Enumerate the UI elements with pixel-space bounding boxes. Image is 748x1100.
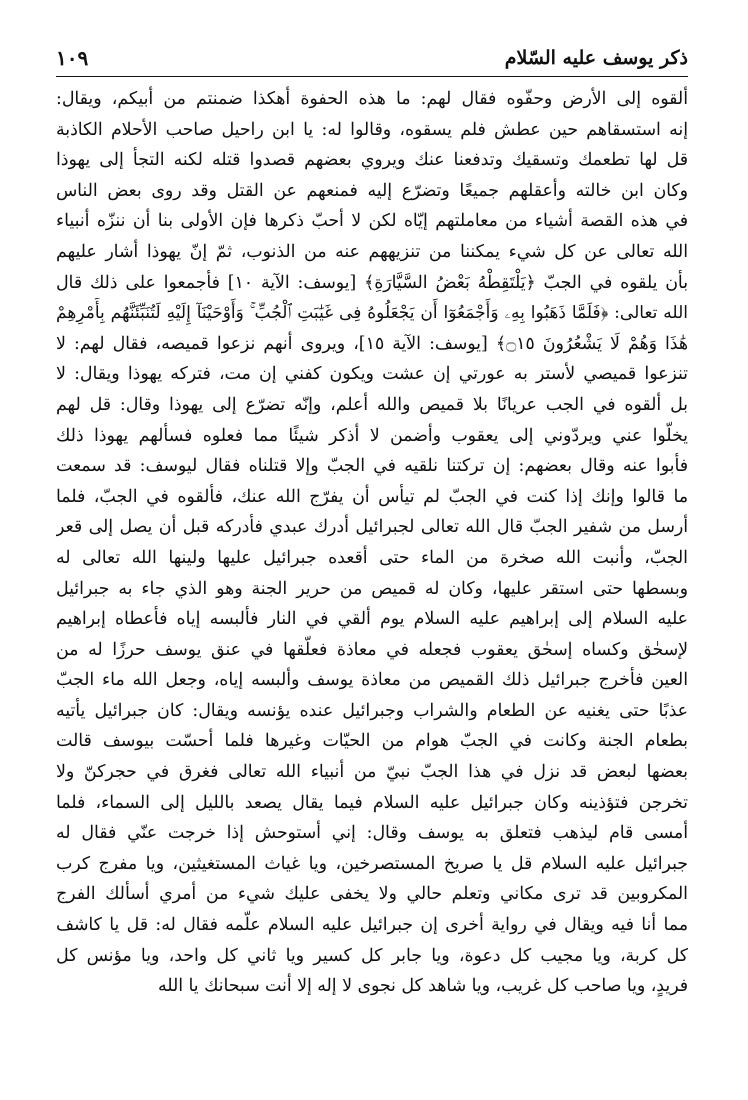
text-line: إنه استسقاهم حين عطش فلم يسقوه، وقالوا له: يا ابن راحيل صاحب الأحلام الكاذبة <box>56 119 688 140</box>
text-line: عذبًا حتى يغنيه عن الطعام والشراب وجبرائيل عنده يؤنسه ويقال: كان جبرائيل يأتيه <box>56 700 688 721</box>
body-text <box>56 84 688 1002</box>
text-line: وبسطها حتى استقر عليها، وكان له قميص من حرير الجنة وهو الذي جاء به جبرائيل <box>56 578 688 599</box>
text-line: فأبوا عنه وقال بعضهم: إن تركتنا نلقيه في الجبّ وإلا قتلناه فقال ليوسف: قد سمعت <box>56 456 688 477</box>
text-line: تنزعوا قميصي لأستر به عورتي إن عشت ويكون كفني إن مت، فتركه يهوذا ويقال: لا <box>56 364 688 385</box>
header-rule <box>56 76 688 77</box>
page-header <box>56 40 688 72</box>
text-line: كل كربة، ويا مجيب كل دعوة، ويا جابر كل كسير ويا ثاني كل واحد، ويا مؤنس كل <box>56 945 688 966</box>
text-line: بعضها لبعض قد نزل في هذا الجبّ نبيّ من أنبياء الله تعالى فغرق في حجركنّ ولا <box>56 762 688 783</box>
text-line: وكان ابن خالته وأعقلهم جميعًا وتضرّع إليه فمنعهم عن القتل وقد روى بعض الناس <box>56 180 688 201</box>
text-line: الله تعالى عن كل شيء يمكننا من تنزيههم عنه من الذنوب، ثمّ إنّ يهوذا أشار عليهم <box>56 241 688 262</box>
text-line: في هذه القصة أشياء من معاملتهم إيّاه لكن لا أحبّ ذكرها فإن الأولى بنا أن ننزّه أنبياء <box>56 211 688 232</box>
text-line: فريدٍ، ويا صاحب كل غريب، ويا شاهد كل نجوى لا إله إلا أنت سبحانك يا الله <box>157 976 688 997</box>
text-line: بل ألقوه في الجب عريانًا بلا قميص والله أعلم، وإنّه تضرّع إلى يهوذا وقال: قل لهم <box>56 394 688 415</box>
text-line: أرسل من شفير الجبّ قال الله تعالى لجبرائيل أدرك عبدي فأدركه قبل أن يصل إلى قعر <box>56 517 688 538</box>
text-line: جبرائيل عليه السلام قل يا صريخ المستصرخين، ويا غياث المستغيثين، ويا مفرج كرب <box>56 853 688 874</box>
text-line: بأن يلقوه في الجبّ ﴿يَلْتَقِطْهُ بَعْضُ السَّيَّارَةِ﴾ [يوسف: الآية ١٠] فأجمعوا على ذلك قال <box>56 272 688 293</box>
text-line: بطعام الجنة وكانت في الجبّ هوام من الحيّات وغيرها فلما أحسّت بيوسف قالت <box>56 731 688 752</box>
text-line: أمسى قام ليذهب فتعلق به يوسف وقال: إني أستوحش إذا خرجت عنّي فقال له <box>56 823 688 844</box>
running-title: ذكر يوسف عليه السّلام <box>504 47 688 69</box>
text-line: لإسحٰق وكساه إسحٰق يعقوب فجعله في معاذة فعلّقها في عنق يوسف حرزًا له من <box>56 639 688 660</box>
text-line: العين فأخرج جبرائيل ذلك القميص من معاذة يوسف وألبسه إياه، وجعل الله ماء الجبّ <box>56 670 688 691</box>
text-line: تخرجن فتؤذينه وكان جبرائيل عليه السلام فيما يقال يصعد بالليل إلى السماء، فلما <box>56 792 688 813</box>
text-line: المكروبين قد ترى مكاني وتعلم حالي ولا يخفى عليك شيء من أمري أسألك الفرج <box>56 884 688 905</box>
text-line: الجبّ، وأنبت الله صخرة من الماء حتى أقعده جبرائيل عليها ولينها الله تعالى له <box>56 547 688 568</box>
text-line: عليه السلام إلى إبراهيم عليه السلام يوم ألقي في النار فألبسه إياه فأعطاه إبراهيم <box>56 609 688 630</box>
quran-verse-line: الله تعالى: ﴿فَلَمَّا ذَهَبُوا بِهِۦ وَأَجْمَعُوٓا أَن يَجْعَلُوهُ فِى غَيَٰبَتِ ٱلْجُبِّ ۚ وَأَوْحَيْنَآ إِلَيْهِ لَتُنَبِّئَنَّهُم بِأَمْرِهِمْ <box>56 303 688 324</box>
text-line: مما أنا فيه ويقال في رواية أخرى إن جبرائيل عليه السلام علّمه فقال له: قل يا كاشف <box>56 915 688 936</box>
text-line: يخلّوا عني ويردّوني إلى يعقوب وأضمن لا أذكر شيئًا مما فعلوه فسألهم يهوذا ذلك <box>56 425 688 446</box>
quran-verse-line: هَٰذَا وَهُمْ لَا يَشْعُرُونَ ۝١٥﴾ [يوسف: الآية ١٥]، ويروى أنهم نزعوا قميصه، فقال لهم: لا <box>56 333 688 354</box>
page-number: ١٠٩ <box>56 46 89 70</box>
text-line: ما قالوا وإنك إذا كنت في الجبّ لم تيأس أن يفرّج الله عنك، فألقوه في الجبّ، فلما <box>56 486 688 507</box>
text-line: قل لها تطعمك وتسقيك وتدفعنا عنك ويروي بعضهم قصدوا قتله لكنه التجأ إلى يهوذا <box>56 150 688 171</box>
text-line: ألقوه إلى الأرض وحفّوه فقال لهم: ما هذه الحفوة أهكذا ضمنتم من أبيكم، ويقال: <box>56 89 688 109</box>
